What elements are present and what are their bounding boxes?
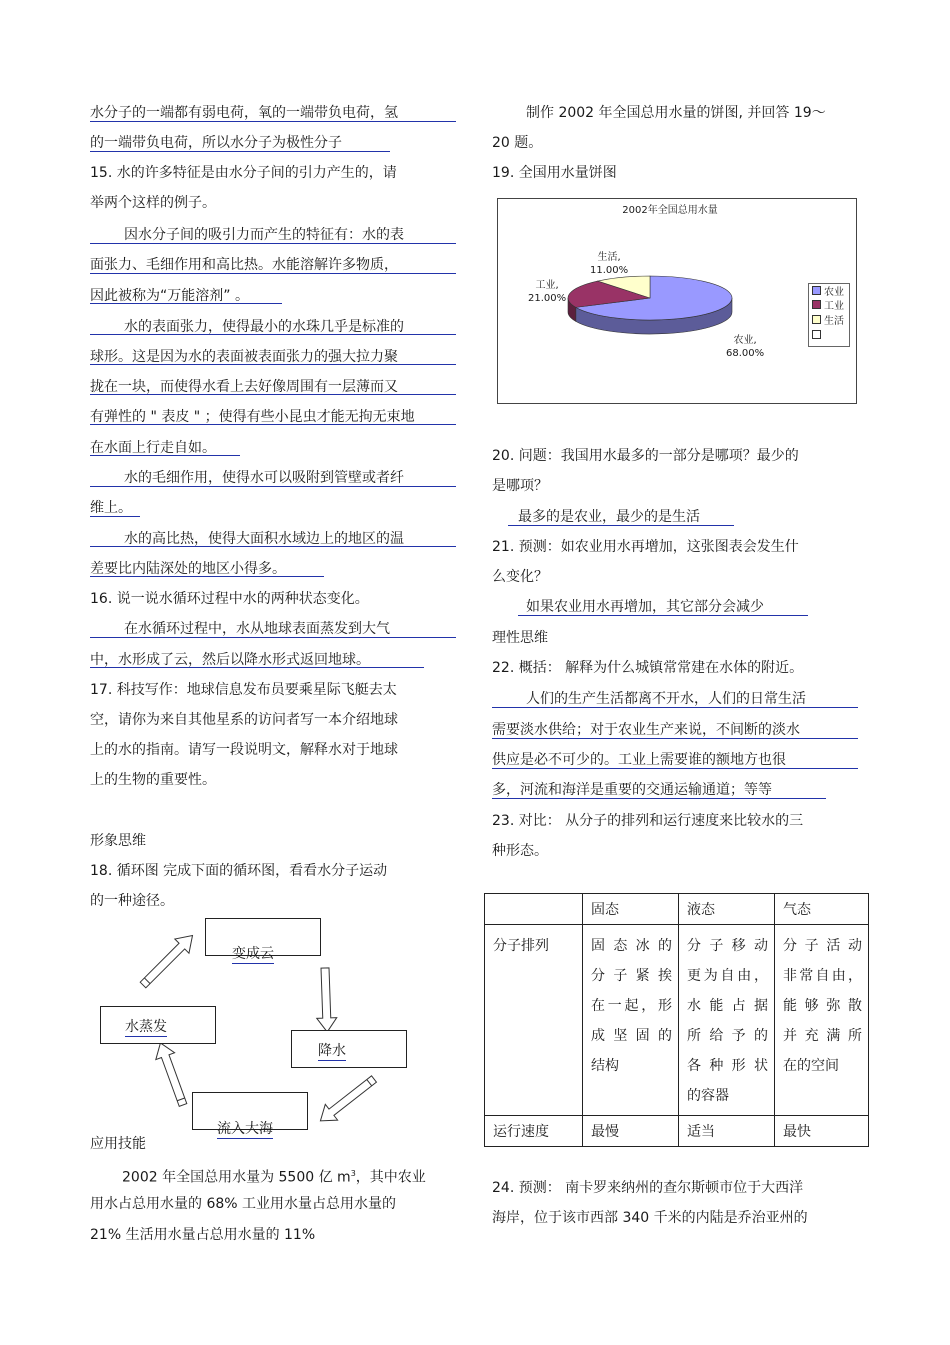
table-cell-gas: 最快 [775,1116,869,1147]
question-15: 15. 水的许多特征是由水分子间的引力产生的，请 [90,165,397,181]
answer-line: 人们的生产生活都离不开水，人们的日常生活 [526,691,806,707]
answer-line: 的一端带负电荷，所以水分子为极性分子 [90,135,342,151]
question-line: 海岸，位于该市西部 340 千米的内陆是乔治亚州的 [492,1210,808,1226]
question-line: 上的水的指南。请写一段说明文，解释水对于地球 [90,742,398,758]
question-18: 18. 循环图 完成下面的循环图，看看水分子运动 [90,863,388,879]
text-line: 20 题。 [492,135,543,151]
answer-line: 球形。这是因为水的表面被表面张力的强大拉力聚 [90,349,398,365]
question-line: 空，请你为来自其他星系的访问者写一本介绍地球 [90,712,398,728]
answer-underline [508,525,734,526]
answer-underline [492,798,826,799]
chart-legend [808,283,850,347]
answer-line: 水的高比热，使得大面积水域边上的地区的温 [124,531,404,547]
states-comparison-table [484,893,869,1147]
table-cell-liquid: 适当 [679,1116,775,1147]
question-16: 16. 说一说水循环过程中水的两种状态变化。 [90,591,369,607]
answer-line: 需要淡水供给；对于农业生产来说，不间断的淡水 [492,722,800,738]
answer-line: 维上。 [90,500,132,516]
table-header-row [485,894,869,925]
answer-line: 最多的是农业，最少的是生活 [518,509,700,525]
answer-line: 面张力、毛细作用和高比热。水能溶解许多物质， [90,257,398,273]
cycle-box-evap [100,1006,216,1044]
table-header: 液态 [679,894,775,925]
answer-line: 多，河流和海洋是重要的交通运输通道；等等 [492,782,772,798]
answer-line: 供应是必不可少的。工业上需要谁的额地方也很 [492,752,786,768]
answer-line: 拢在一块，而使得水看上去好像周围有一层薄而又 [90,379,398,395]
legend-item-agri: 农业 [812,286,844,298]
arrow-evap-to-cloud [136,928,200,992]
answer-line: 有弹性的 " 表皮 " ；使得有些小昆虫才能无拘无束地 [90,409,415,425]
table-header: 气态 [775,894,869,925]
question-23: 23. 对比： 从分子的排列和运行速度来比较水的三 [492,813,804,829]
table-cell-solid: 固 态 冰 的 分 子 紧 挨 在一起，形 成 坚 固 的 结构 [583,925,679,1116]
answer-underline [518,615,808,616]
cycle-box-rain [291,1030,407,1068]
table-row [485,925,869,1116]
cycle-label-rain: 降水 [318,1040,346,1061]
question-line: 么变化？ [492,569,548,585]
question-22: 22. 概括： 解释为什么城镇常常建在水体的附近。 [492,660,804,676]
question-17: 17. 科技写作：地球信息发布员要乘星际飞艇去太 [90,682,397,698]
cycle-label-cloud: 变成云 [232,943,274,964]
section-heading: 形象思维 [90,833,146,849]
text-line: 制作 2002 年全国总用水量的饼图, 并回答 19～ [526,105,826,121]
text-line: 用水占总用水量的 68% 工业用水量占总用水量的 [90,1196,397,1212]
arrow-sea-to-evap [151,1040,192,1109]
question-line: 的一种途径。 [90,893,174,909]
slice-label-agri: 农业, 68.00% [726,335,765,359]
legend-item-empty [812,330,824,342]
answer-underline [492,707,858,708]
question-24: 24. 预测： 南卡罗来纳州的查尔斯顿市位于大西洋 [492,1180,804,1196]
slice-label-industry: 工业, 21.00% [528,280,567,304]
answer-line: 如果农业用水再增加，其它部分会减少 [526,599,764,615]
table-cell-gas: 分 子 活 动 非常自由， 能 够 弥 散 并 充 满 所 在的空间 [775,925,869,1116]
cycle-box-cloud [205,918,321,962]
pie-chart [497,198,857,404]
answer-line: 水的表面张力，使得最小的水珠几乎是标准的 [124,319,404,335]
table-header [485,894,583,925]
section-heading: 理性思维 [492,630,548,646]
table-row-label: 分子排列 [485,925,583,1116]
slice-label-life: 生活, 11.00% [590,252,629,276]
legend-item-life: 生活 [812,315,844,327]
table-row [485,1116,869,1147]
text-line: 2002 年全国总用水量为 5500 亿 $m^3$，其中农业 [122,1169,426,1186]
question-21: 21. 预测：如农业用水再增加，这张图表会发生什 [492,539,799,555]
question-line: 上的生物的重要性。 [90,772,216,788]
cycle-label-evap: 水蒸发 [125,1016,167,1037]
answer-line: 因此被称为“万能溶剂” 。 [90,288,249,304]
answer-underline [492,768,858,769]
table-row-label: 运行速度 [485,1116,583,1147]
question-20: 20. 问题：我国用水最多的一部分是哪项？最少的 [492,448,799,464]
question-line: 种形态。 [492,843,548,859]
table-cell-solid: 最慢 [583,1116,679,1147]
chart-title: 2002年全国总用水量 [622,205,718,216]
question-line: 举两个这样的例子。 [90,195,216,211]
cycle-box-sea [192,1092,308,1137]
answer-line: 在水循环过程中，水从地球表面蒸发到大气 [124,621,390,637]
answer-line: 中，水形成了云，然后以降水形式返回地球。 [90,652,370,668]
answer-line: 因水分子间的吸引力而产生的特征有：水的表 [124,227,404,243]
section-heading: 应用技能 [90,1136,146,1152]
legend-item-industry: 工业 [812,300,844,312]
answer-line: 差要比内陆深处的地区小得多。 [90,561,286,577]
table-header: 固态 [583,894,679,925]
question-19: 19. 全国用水量饼图 [492,165,617,181]
table-cell-liquid: 分 子 移 动 更为自由， 水 能 占 据 所 给 予 的 各 种 形 状 的容器 [679,925,775,1116]
question-line: 是哪项？ [492,478,548,494]
cycle-label-sea: 流入大海 [217,1118,273,1139]
answer-line: 在水面上行走自如。 [90,440,216,456]
arrow-rain-to-sea [314,1071,380,1129]
answer-line: 水的毛细作用，使得水可以吸附到管壁或者纤 [124,470,404,486]
arrow-cloud-to-rain [315,968,337,1033]
text-line: 21% 生活用水量占总用水量的 11% [90,1227,316,1243]
answer-underline [492,738,858,739]
answer-line: 水分子的一端都有弱电荷，氧的一端带负电荷，氢 [90,105,398,121]
